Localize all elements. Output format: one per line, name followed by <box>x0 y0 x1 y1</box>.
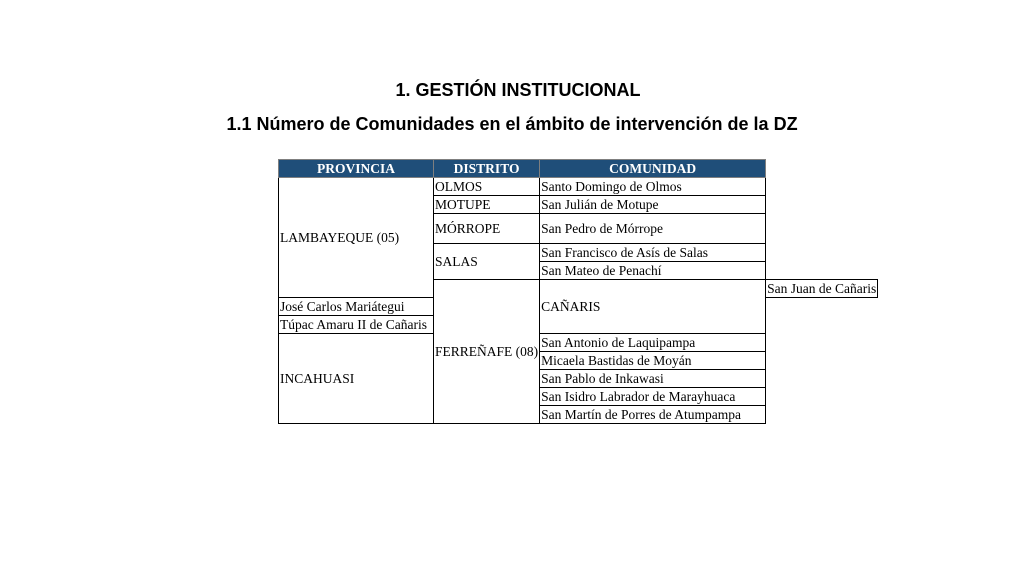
district-cell: INCAHUASI <box>279 334 434 424</box>
communities-table <box>278 159 878 424</box>
slide-heading: 1. GESTIÓN INSTITUCIONAL <box>395 80 641 100</box>
community-cell: San Francisco de Asís de Salas <box>540 244 766 262</box>
community-cell: Túpac Amaru II de Cañaris <box>279 316 434 334</box>
community-cell: San Martín de Porres de Atumpampa <box>540 406 766 424</box>
header-provincia: PROVINCIA <box>279 160 434 178</box>
community-cell: San Mateo de Penachí <box>540 262 766 280</box>
community-cell: Santo Domingo de Olmos <box>540 178 766 196</box>
header-comunidad: COMUNIDAD <box>540 160 766 178</box>
community-cell: San Antonio de Laquipampa <box>540 334 766 352</box>
community-cell: José Carlos Mariátegui <box>279 298 434 316</box>
district-cell: MÓRROPE <box>434 214 540 244</box>
district-cell: OLMOS <box>434 178 540 196</box>
community-cell: San Julián de Motupe <box>540 196 766 214</box>
community-cell: San Isidro Labrador de Marayhuaca <box>540 388 766 406</box>
province-cell: LAMBAYEQUE (05) <box>279 178 434 298</box>
community-cell: Micaela Bastidas de Moyán <box>540 352 766 370</box>
table-row <box>279 178 878 196</box>
community-cell: San Juan de Cañaris <box>767 281 877 296</box>
table-header-row <box>279 160 878 178</box>
table-row <box>279 334 878 352</box>
slide-subheading: 1.1 Número de Comunidades en el ámbito de intervención de la DZ <box>226 114 798 134</box>
community-cell: San Pedro de Mórrope <box>540 214 766 244</box>
community-cell: San Pablo de Inkawasi <box>540 370 766 388</box>
district-cell: CAÑARIS <box>540 280 766 334</box>
district-cell: MOTUPE <box>434 196 540 214</box>
district-cell: SALAS <box>434 244 540 280</box>
header-distrito: DISTRITO <box>434 160 540 178</box>
province-cell: FERREÑAFE (08) <box>434 280 540 424</box>
